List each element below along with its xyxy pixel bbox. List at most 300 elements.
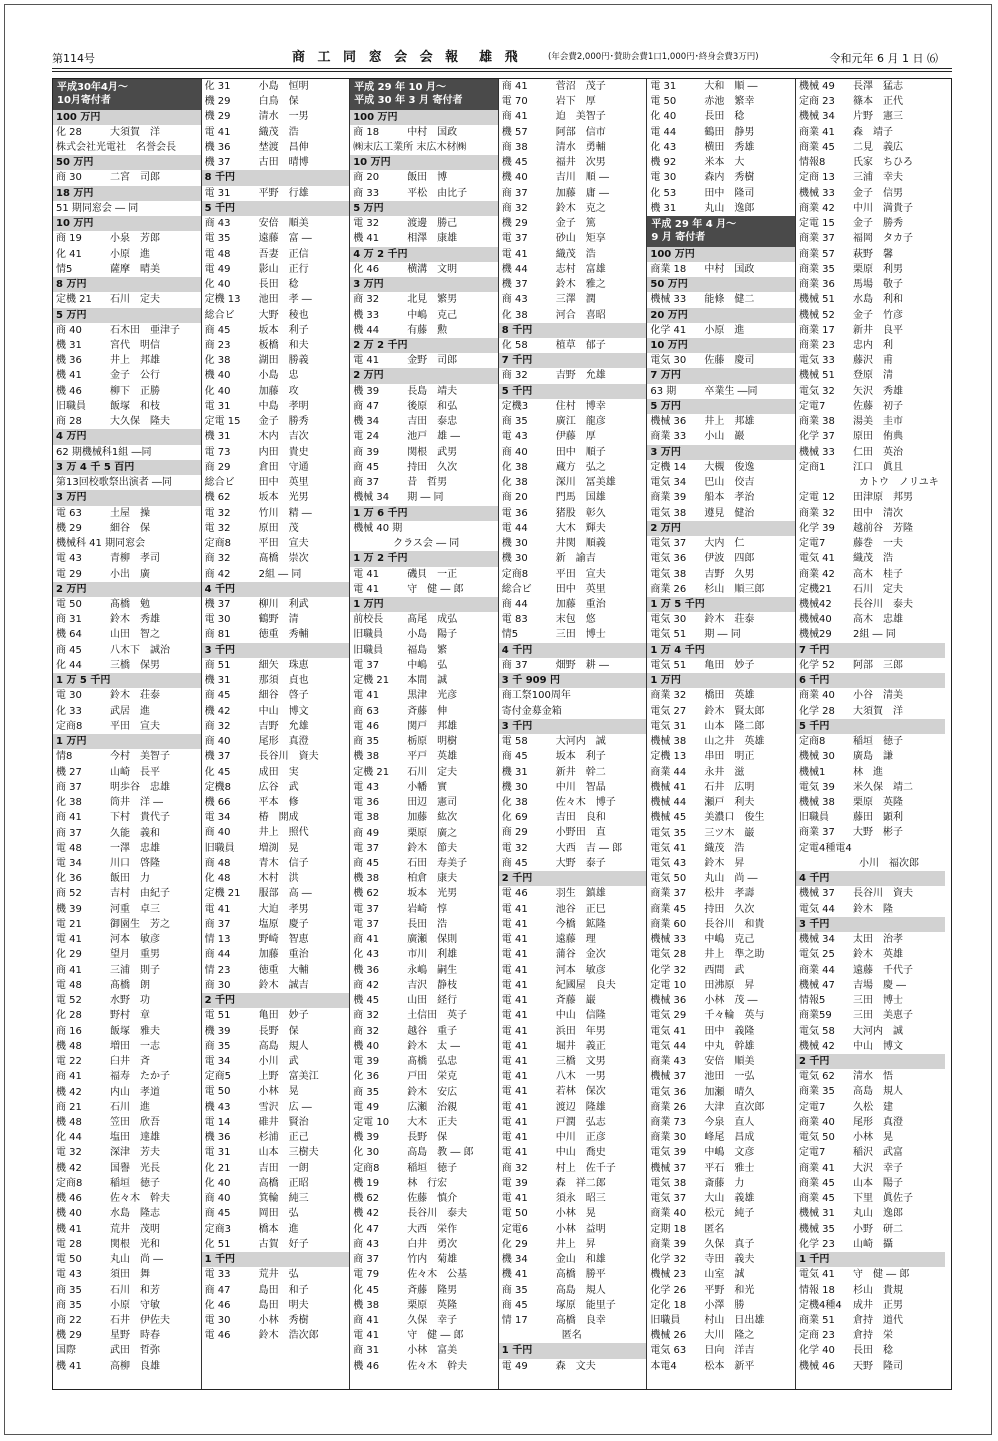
donor-class: 電 43 bbox=[56, 1269, 82, 1281]
donor-row bbox=[202, 79, 350, 94]
donor-class: 機 29 bbox=[56, 522, 82, 534]
donor-class: 機 92 bbox=[650, 157, 677, 169]
donor-row bbox=[647, 155, 795, 170]
donor-name: 髙橋 弘忠 bbox=[407, 1056, 458, 1068]
donor-name: 峰尾 昌成 bbox=[704, 1132, 755, 1144]
donor-row bbox=[647, 1176, 795, 1191]
donor-class: 電気 27 bbox=[650, 705, 687, 717]
period-heading: 平成30年4月〜 10月寄付者 bbox=[53, 79, 201, 110]
donor-name: 林 進 bbox=[852, 766, 883, 778]
donor-row bbox=[350, 231, 498, 246]
donor-class: 機 37 bbox=[204, 598, 231, 610]
donor-row bbox=[350, 1298, 498, 1313]
donor-class: 商 41 bbox=[501, 111, 528, 123]
donor-name: 岩下 厚 bbox=[555, 96, 596, 108]
donor-name: 影山 正行 bbox=[258, 263, 309, 275]
donor-row bbox=[350, 841, 498, 856]
donor-name: 大西 吉 ― 郎 bbox=[555, 842, 623, 854]
donor-row bbox=[53, 1298, 201, 1313]
donor-name: 鈴木 隆 bbox=[852, 903, 893, 915]
donor-name: 丸山 逸郎 bbox=[852, 1208, 903, 1220]
donor-name: 丸山 逸郎 bbox=[704, 202, 755, 214]
donor-group: 第13回校歌祭出演者 ―同 bbox=[56, 477, 172, 489]
donor-row bbox=[796, 1069, 945, 1084]
donor-class: 電 31 bbox=[204, 1147, 231, 1159]
donor-name: 稲垣 徳子 bbox=[110, 1177, 160, 1189]
donor-class: 商業 40 bbox=[798, 690, 835, 702]
donor-row bbox=[202, 292, 350, 307]
donor-class: 電 50 bbox=[56, 1254, 82, 1266]
donor-name: 堀井 義正 bbox=[555, 1040, 606, 1052]
donor-name: 臼井 斉 bbox=[110, 1056, 150, 1068]
donor-row bbox=[202, 1084, 350, 1099]
donor-class: 商 21 bbox=[56, 1101, 82, 1113]
donor-class: 電 41 bbox=[501, 1086, 528, 1098]
amount-heading: 7 千円 bbox=[499, 353, 647, 368]
donor-name: 中島 孝明 bbox=[258, 400, 309, 412]
donor-row bbox=[796, 79, 945, 94]
donor-class: 化学 23 bbox=[798, 1238, 835, 1250]
donor-row bbox=[499, 308, 647, 323]
donor-class: 機 41 bbox=[353, 233, 380, 245]
donor-row bbox=[350, 1252, 498, 1267]
donor-class: 機 41 bbox=[56, 1223, 82, 1235]
amount-heading: 50 万円 bbox=[53, 155, 201, 170]
donor-name: 柏倉 康夫 bbox=[407, 873, 458, 885]
donor-row bbox=[53, 1054, 201, 1069]
donor-name: 大木 輝夫 bbox=[555, 522, 606, 534]
donor-name: 佐々木 公基 bbox=[407, 1269, 468, 1281]
donor-name: 阿部 三郎 bbox=[852, 659, 903, 671]
donor-class: 商業 39 bbox=[650, 492, 687, 504]
donor-row bbox=[350, 429, 498, 444]
donor-row bbox=[202, 886, 350, 901]
donor-name: 髙橋 朗 bbox=[110, 979, 150, 991]
donor-row bbox=[350, 384, 498, 399]
donor-name: 門馬 国雄 bbox=[555, 492, 606, 504]
donor-row bbox=[647, 1100, 795, 1115]
donor-name: 加藤 攻 bbox=[258, 385, 299, 397]
donor-name: 三田 博士 bbox=[852, 995, 903, 1007]
donor-name: 磯貝 一正 bbox=[407, 568, 458, 580]
donor-class: 電 37 bbox=[353, 903, 380, 915]
donor-class: 電 50 bbox=[650, 96, 677, 108]
donor-row bbox=[202, 704, 350, 719]
donor-row bbox=[350, 734, 498, 749]
donor-row bbox=[796, 810, 945, 825]
donor-class: 機 29 bbox=[501, 218, 528, 230]
donor-name: 山室 誠 bbox=[704, 1269, 745, 1281]
amount-heading: 5 万円 bbox=[53, 308, 201, 323]
donor-name: 小島 陽子 bbox=[407, 629, 458, 641]
donor-class: 化 44 bbox=[56, 659, 82, 671]
donor-name: 木村 洪 bbox=[258, 873, 299, 885]
donor-class: 定商 23 bbox=[798, 1330, 835, 1342]
donor-class: 電 41 bbox=[204, 126, 231, 138]
donor-class: 電 48 bbox=[204, 248, 231, 260]
donor-name: 河本 敏彦 bbox=[555, 964, 606, 976]
donor-class: 機 30 bbox=[501, 538, 528, 550]
donor-class: 商 35 bbox=[56, 1299, 82, 1311]
donor-row bbox=[53, 1100, 201, 1115]
donor-name: 持田 久次 bbox=[704, 903, 755, 915]
donor-row bbox=[796, 231, 945, 246]
donor-class: 定機21 bbox=[798, 583, 832, 595]
donor-row bbox=[647, 1085, 795, 1100]
donor-name: 志村 富雄 bbox=[555, 263, 606, 275]
donor-class: 商業 37 bbox=[650, 888, 687, 900]
donor-class: 化 38 bbox=[501, 309, 528, 321]
donor-name: 三橋 文男 bbox=[555, 1056, 606, 1067]
donor-class: 機 45 bbox=[501, 157, 528, 169]
donor-row bbox=[796, 521, 945, 536]
donor-row bbox=[350, 1039, 498, 1054]
donor-class: 商業 37 bbox=[798, 233, 835, 245]
donor-row bbox=[53, 551, 201, 566]
donor-row bbox=[202, 384, 350, 399]
donor-name: 鈴木 太 ― bbox=[407, 1040, 461, 1052]
donor-row bbox=[647, 612, 795, 627]
donor-class: 商 20 bbox=[353, 172, 380, 184]
donor-name: 大山 義雄 bbox=[704, 1193, 755, 1205]
donor-class: 前校長 bbox=[353, 614, 384, 626]
donor-class: 機械 49 bbox=[798, 81, 835, 92]
donor-name: 飯塚 雅夫 bbox=[110, 1025, 160, 1037]
donor-name: 平野 和光 bbox=[704, 1284, 755, 1296]
donor-name: 吉川 順 ― bbox=[555, 172, 609, 184]
donor-name: 高橋 勝平 bbox=[555, 1269, 606, 1281]
donor-name: 井関 順義 bbox=[555, 538, 606, 550]
donor-name: 青木 信子 bbox=[258, 857, 309, 869]
donor-row bbox=[647, 140, 795, 155]
donor-name: 久能 義和 bbox=[110, 827, 160, 839]
donor-name: 石木田 亜津子 bbox=[110, 324, 180, 336]
donor-name: 廣江 龍彦 bbox=[555, 416, 606, 428]
donor-row bbox=[350, 445, 498, 460]
donor-row bbox=[796, 1206, 945, 1221]
donor-name: 斉藤 巌 bbox=[555, 995, 596, 1007]
donor-row bbox=[499, 1298, 647, 1313]
donor-class: 商業 60 bbox=[650, 918, 687, 930]
donor-row bbox=[499, 1206, 647, 1221]
donor-class: 商業 39 bbox=[650, 1238, 687, 1250]
donor-class: 電 36 bbox=[501, 507, 528, 519]
donor-row bbox=[53, 810, 201, 825]
donor-name: 阿部 信市 bbox=[555, 126, 606, 138]
donor-name: 匿名 bbox=[704, 1223, 725, 1235]
donor-row bbox=[499, 825, 647, 840]
donor-row bbox=[796, 1267, 945, 1282]
donor-class: 電 41 bbox=[501, 918, 528, 930]
donor-name: 氏家 ちひろ bbox=[852, 157, 913, 169]
donor-class: 商 37 bbox=[56, 781, 82, 793]
donor-group: 62 期機械科1組 ―同 bbox=[56, 446, 152, 458]
donor-class: 化学 32 bbox=[650, 964, 687, 976]
donor-name: 広谷 武 bbox=[258, 781, 299, 793]
donor-name: 大野 彬子 bbox=[852, 827, 903, 839]
donor-class: 電 41 bbox=[501, 1010, 528, 1022]
donor-name: 鈴木 節夫 bbox=[407, 842, 458, 854]
donor-row bbox=[499, 1130, 647, 1145]
donor-row bbox=[202, 338, 350, 353]
donor-class: 情 23 bbox=[204, 964, 231, 976]
donor-class: 商 47 bbox=[353, 400, 380, 412]
donor-class: 電 49 bbox=[204, 263, 231, 275]
donor-name: 三浦 幸夫 bbox=[852, 172, 903, 184]
donor-class: 電気 35 bbox=[650, 827, 687, 839]
donor-row bbox=[499, 734, 647, 749]
donor-class: 機 48 bbox=[56, 1116, 82, 1128]
donor-row bbox=[647, 1267, 795, 1282]
donor-name: 渡辺 隆雄 bbox=[555, 1101, 606, 1113]
donor-row bbox=[350, 1343, 498, 1358]
donor-name: 原田 茂 bbox=[258, 522, 299, 534]
donor-name: 小島 恒明 bbox=[258, 81, 309, 92]
donor-name: 池田 一弘 bbox=[704, 1071, 755, 1083]
donor-row bbox=[53, 414, 201, 429]
donor-name: 細谷 啓子 bbox=[258, 690, 309, 702]
donor-class: 電気 32 bbox=[798, 385, 835, 397]
donor-class: 商 41 bbox=[353, 1315, 380, 1327]
donor-class: 商 41 bbox=[501, 81, 528, 92]
donor-row bbox=[499, 216, 647, 231]
donor-class: 機 40 bbox=[204, 370, 231, 382]
donor-class: 電 41 bbox=[501, 1040, 528, 1052]
donor-row bbox=[796, 1298, 945, 1313]
donor-row bbox=[499, 597, 647, 612]
donor-class: 化 40 bbox=[204, 385, 231, 397]
donor-class: 化学 26 bbox=[650, 1284, 687, 1296]
donor-column-4 bbox=[499, 79, 648, 1389]
donor-name: 国譽 光長 bbox=[110, 1162, 160, 1174]
donor-class: 化学 32 bbox=[650, 1254, 687, 1266]
donor-row bbox=[202, 1130, 350, 1145]
donor-class: 電 49 bbox=[501, 1360, 528, 1372]
donor-class: 商 30 bbox=[204, 979, 231, 991]
donor-row bbox=[350, 308, 498, 323]
donor-row bbox=[796, 368, 945, 383]
donor-name: 猪股 彰久 bbox=[555, 507, 606, 519]
donor-name: 大川 隆之 bbox=[704, 1330, 755, 1342]
donor-name: 久松 建 bbox=[852, 1101, 893, 1113]
donor-class: 電 50 bbox=[204, 1086, 231, 1098]
donor-name: 中山 博文 bbox=[258, 705, 309, 717]
amount-heading: 8 千円 bbox=[202, 170, 350, 185]
donor-name: 長野 保 bbox=[407, 1132, 448, 1144]
donor-class: 化 33 bbox=[56, 705, 82, 717]
donor-row bbox=[499, 277, 647, 292]
donor-row bbox=[202, 825, 350, 840]
donor-name: 住村 博幸 bbox=[555, 400, 606, 412]
donor-row bbox=[796, 277, 945, 292]
donor-class: 定商8 bbox=[501, 568, 529, 580]
donor-name: 平野 行雄 bbox=[258, 187, 309, 199]
donor-row bbox=[647, 856, 795, 871]
donor-name: 荒井 弘 bbox=[258, 1269, 299, 1281]
donor-class: 商 45 bbox=[56, 644, 82, 656]
donor-row bbox=[202, 871, 350, 886]
donor-name: 蒲谷 金次 bbox=[555, 949, 606, 961]
donor-row bbox=[499, 1283, 647, 1298]
donor-class: 電 50 bbox=[56, 599, 82, 610]
donor-row bbox=[796, 658, 945, 673]
amount-heading: 2 千円 bbox=[202, 993, 350, 1008]
donor-class: 商業 73 bbox=[650, 1116, 687, 1128]
donor-row bbox=[796, 429, 945, 444]
donor-name: 杉山 順三郎 bbox=[704, 583, 765, 595]
donor-name: 今村 美智子 bbox=[110, 751, 170, 763]
donor-name: 荒井 茂明 bbox=[110, 1223, 160, 1235]
donor-name: 黒津 光彦 bbox=[407, 690, 458, 702]
donor-name: 加瀬 晴久 bbox=[704, 1086, 755, 1098]
donor-row bbox=[202, 216, 350, 231]
donor-row bbox=[350, 414, 498, 429]
donor-row bbox=[350, 643, 498, 658]
donor-row bbox=[499, 795, 647, 810]
amount-heading: 5 万円 bbox=[647, 399, 795, 414]
donor-row bbox=[202, 627, 350, 642]
donor-row bbox=[647, 658, 795, 673]
amount-heading: 4 千円 bbox=[499, 643, 647, 658]
amount-heading: 3 千 909 円 bbox=[499, 673, 647, 688]
amount-heading: 3 千円 bbox=[202, 643, 350, 658]
donor-name: 織茂 浩 bbox=[258, 126, 299, 138]
amount-heading: 100 万円 bbox=[350, 110, 498, 125]
donor-class: 電 35 bbox=[204, 233, 231, 245]
donor-name: 吉田 泰忠 bbox=[407, 416, 458, 428]
donor-row bbox=[647, 704, 795, 719]
donor-name: 成田 実 bbox=[258, 766, 299, 778]
donor-class: 電気 37 bbox=[650, 1193, 687, 1205]
donor-row bbox=[202, 506, 350, 521]
donor-row bbox=[647, 795, 795, 810]
donor-class: 機 57 bbox=[501, 126, 528, 138]
donor-class: 機 40 bbox=[56, 1208, 82, 1220]
donor-name: 土屋 操 bbox=[110, 507, 150, 519]
donor-row bbox=[499, 521, 647, 536]
donor-class: 電気 41 bbox=[650, 1025, 687, 1037]
donor-class: 機 41 bbox=[56, 1360, 82, 1372]
donor-row bbox=[647, 1054, 795, 1069]
amount-heading: 4 千円 bbox=[796, 871, 945, 886]
donor-row bbox=[796, 978, 945, 993]
donor-class: 電気 38 bbox=[650, 507, 687, 519]
donor-row bbox=[350, 1328, 498, 1343]
donor-name: 西間 武 bbox=[704, 964, 745, 976]
donor-row bbox=[796, 125, 945, 140]
donor-name: 中川 智晶 bbox=[555, 781, 606, 793]
donor-row bbox=[796, 460, 945, 475]
donor-row bbox=[53, 1313, 201, 1328]
donor-row bbox=[647, 1130, 795, 1145]
donor-row bbox=[796, 506, 945, 521]
donor-class: 機 46 bbox=[56, 1193, 82, 1205]
donor-row bbox=[796, 963, 945, 978]
donor-row bbox=[796, 1039, 945, 1054]
donor-row bbox=[350, 582, 498, 597]
donor-name: 斉藤 隆男 bbox=[407, 1284, 458, 1296]
donor-name: 白鳥 保 bbox=[258, 96, 299, 108]
donor-row bbox=[53, 1085, 201, 1100]
donor-name: 山田 経行 bbox=[407, 995, 458, 1007]
donor-class: 機械40 bbox=[798, 614, 832, 626]
donor-name: 林 行宏 bbox=[407, 1177, 448, 1189]
donor-name: 稲垣 徳子 bbox=[852, 736, 903, 748]
donor-name: 中嶋 文彦 bbox=[704, 1147, 755, 1159]
donor-row bbox=[350, 704, 498, 719]
donor-name: 深川 冨美雄 bbox=[555, 477, 616, 489]
donor-class: 電 30 bbox=[204, 1314, 231, 1326]
donor-class: 電 34 bbox=[204, 1056, 231, 1067]
donor-row bbox=[499, 445, 647, 460]
donor-name: 守 健 ― 郎 bbox=[852, 1269, 910, 1281]
donor-class: 旧職員 bbox=[798, 812, 829, 824]
donor-class: 機 27 bbox=[56, 766, 82, 778]
donor-name: 関戸 邦雄 bbox=[407, 720, 458, 732]
donor-name: 石川 定夫 bbox=[407, 766, 458, 778]
donor-row bbox=[350, 216, 498, 231]
donor-name: 大須賀 洋 bbox=[852, 705, 903, 717]
donor-name: 卒業生 ―同 bbox=[704, 385, 758, 397]
donor-row bbox=[53, 704, 201, 719]
donor-class: 商業 40 bbox=[798, 1116, 835, 1128]
donor-name: 渡邊 勝己 bbox=[407, 218, 458, 230]
donor-class: 商 35 bbox=[56, 1284, 82, 1296]
donor-class: 機械 51 bbox=[798, 370, 835, 382]
donor-name: 鈴木 昇 bbox=[704, 857, 745, 869]
donor-row bbox=[499, 810, 647, 825]
donor-name: 平田 宣夫 bbox=[258, 538, 309, 550]
donor-name: 池田 孝 ― bbox=[258, 294, 312, 306]
donor-name: 高島 教 ― 郎 bbox=[407, 1147, 474, 1159]
donor-row bbox=[647, 506, 795, 521]
donor-name: 湯美 圭市 bbox=[852, 416, 903, 428]
donor-name: 忠内 利 bbox=[852, 339, 893, 351]
donor-name: 伊藤 厚 bbox=[555, 431, 596, 443]
donor-class: 商業 44 bbox=[798, 964, 835, 976]
donor-class: 電 41 bbox=[501, 1101, 528, 1113]
amount-heading: 3 万円 bbox=[647, 445, 795, 460]
donor-class: 情5 bbox=[56, 263, 73, 275]
donor-class: 定商8 bbox=[204, 538, 231, 550]
donor-row bbox=[202, 673, 350, 688]
donor-row bbox=[53, 323, 201, 338]
donor-name: 有藤 勲 bbox=[407, 324, 448, 336]
donor-name: 佐々木 幹夫 bbox=[110, 1193, 170, 1205]
donor-class: 定化 18 bbox=[650, 1299, 687, 1311]
donor-class: 電 32 bbox=[204, 507, 231, 519]
donor-class: 商 40 bbox=[204, 1193, 231, 1205]
donor-row bbox=[499, 247, 647, 262]
donor-row bbox=[53, 902, 201, 917]
donor-class: 商 16 bbox=[56, 1025, 82, 1037]
donor-name: 後原 和弘 bbox=[407, 400, 458, 412]
donor-row bbox=[53, 612, 201, 627]
donor-name: 髙尾 成弘 bbox=[407, 614, 458, 626]
donor-class: 総合ビ bbox=[204, 477, 235, 489]
donor-name: 能條 健二 bbox=[704, 294, 755, 306]
donor-row bbox=[647, 1191, 795, 1206]
donor-row bbox=[202, 567, 350, 582]
donor-class: 商 43 bbox=[501, 294, 528, 306]
amount-heading: 1 万円 bbox=[350, 597, 498, 612]
donor-row bbox=[350, 475, 498, 490]
donor-class: 定商8 bbox=[353, 1162, 380, 1174]
donor-class: 機 36 bbox=[204, 1132, 231, 1144]
donor-name: 横田 秀雄 bbox=[704, 141, 755, 153]
donor-class: 定商8 bbox=[56, 1177, 83, 1189]
donor-row bbox=[202, 1191, 350, 1206]
